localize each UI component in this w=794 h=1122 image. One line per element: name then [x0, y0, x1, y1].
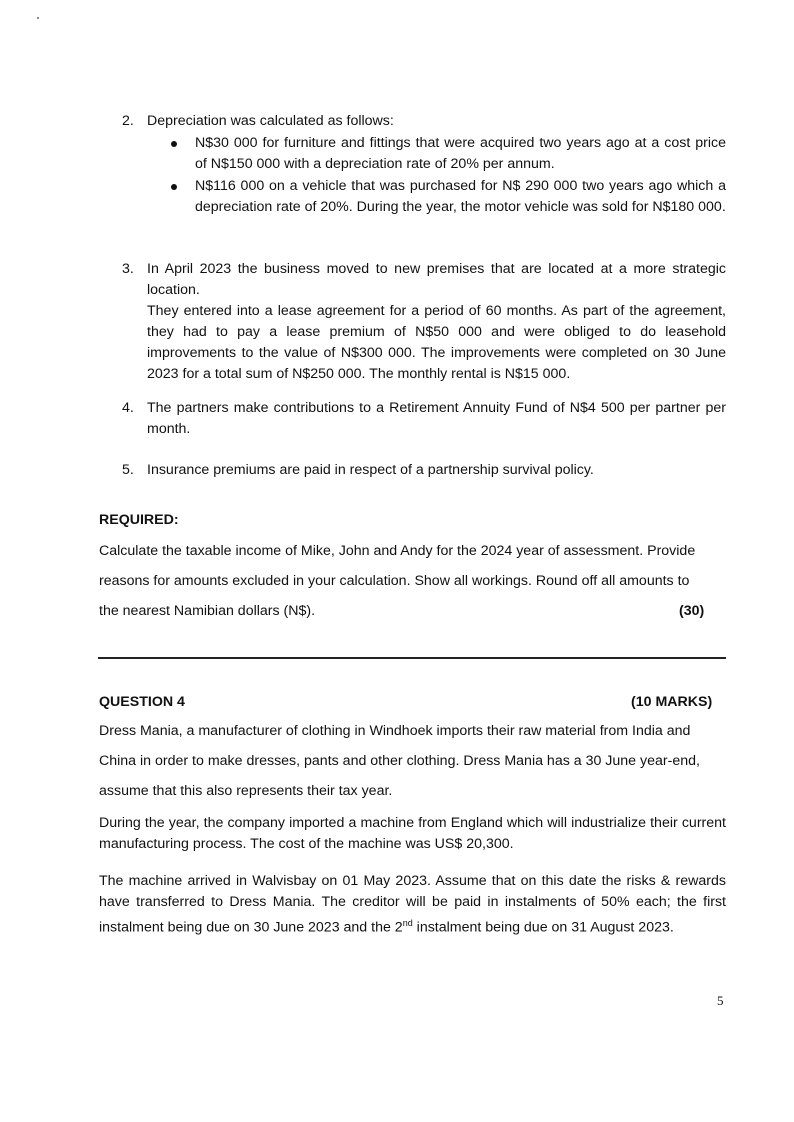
required-line-3: the nearest Namibian dollars (N$). — [99, 603, 316, 619]
item-text: Insurance premiums are paid in respect of a partnership survival policy. — [147, 462, 594, 478]
item-number: 4. — [122, 400, 134, 416]
question-4-marks: (10 MARKS) — [631, 694, 713, 710]
page-number: 5 — [717, 993, 724, 1008]
item-text-continued: They entered into a lease agreement for a period of 60 months. As part of the agreement, they had to pay a lease premium of N$50 000 and were obliged to do leasehold improvements to the value of N$300 000. The improvements were completed on 30 June 2023 for a total sum of N$250 000. The monthly rental is N$15 000. — [147, 303, 726, 382]
item-text: The partners make contributions to a Retirement Annuity Fund of N$4 500 per partner per month. — [147, 400, 726, 437]
list-item-5 — [122, 460, 726, 481]
required-line-1: Calculate the taxable income of Mike, John and Andy for the 2024 year of assessment. Provide — [99, 543, 696, 559]
ordinal-suffix: nd — [402, 918, 413, 928]
bullet-item — [171, 133, 726, 175]
item-text: In April 2023 the business moved to new premises that are located at a more strategic location. — [147, 261, 726, 298]
required-heading: REQUIRED: — [99, 512, 179, 528]
bullet-text: N$116 000 on a vehicle that was purchased for N$ 290 000 two years ago which a depreciation rate of 20%. During the year, the motor vehicle was sold for N$180 000. — [195, 178, 726, 215]
item-number: 5. — [122, 462, 134, 478]
question-4-paragraph-3 — [99, 871, 726, 939]
list-item-3 — [122, 259, 726, 385]
required-line-2: reasons for amounts excluded in your calculation. Show all workings. Round off all amounts to — [99, 573, 690, 589]
scan-speck — [37, 17, 39, 19]
section-divider — [98, 657, 726, 659]
question-4-heading: QUESTION 4 — [99, 694, 185, 710]
required-marks: (30) — [679, 603, 705, 619]
bullet-dot-icon — [171, 184, 177, 190]
list-item-4 — [122, 398, 726, 440]
question-4-line-1: Dress Mania, a manufacturer of clothing in Windhoek imports their raw material from India and — [99, 723, 691, 739]
paragraph-3-text: The machine arrived in Walvisbay on 01 May 2023. Assume that on this date the risks & rewards have transferred to Dress Mania. The creditor will be paid in instalments of 50% each; the first instalment being due on 30 June 2023 and the 2 — [99, 873, 726, 936]
bullet-dot-icon — [171, 141, 177, 147]
question-4-line-3: assume that this also represents their tax year. — [99, 783, 393, 799]
item-text: Depreciation was calculated as follows: — [147, 113, 394, 129]
bullet-text: N$30 000 for furniture and fittings that were acquired two years ago at a cost price of N$150 000 with a depreciation rate of 20% per annum. — [195, 135, 726, 172]
item-number: 3. — [122, 261, 134, 277]
depreciation-bullets — [171, 133, 726, 219]
question-4-line-2: China in order to make dresses, pants and other clothing. Dress Mania has a 30 June year-end, — [99, 753, 700, 769]
bullet-item — [171, 176, 726, 218]
question-4-paragraph-2: During the year, the company imported a machine from England which will industrialize their current manufacturing process. The cost of the machine was US$ 20,300. — [99, 815, 726, 852]
list-item-2 — [122, 111, 726, 132]
paragraph-3-text-end: instalment being due on 31 August 2023. — [412, 919, 674, 936]
item-number: 2. — [122, 113, 134, 129]
